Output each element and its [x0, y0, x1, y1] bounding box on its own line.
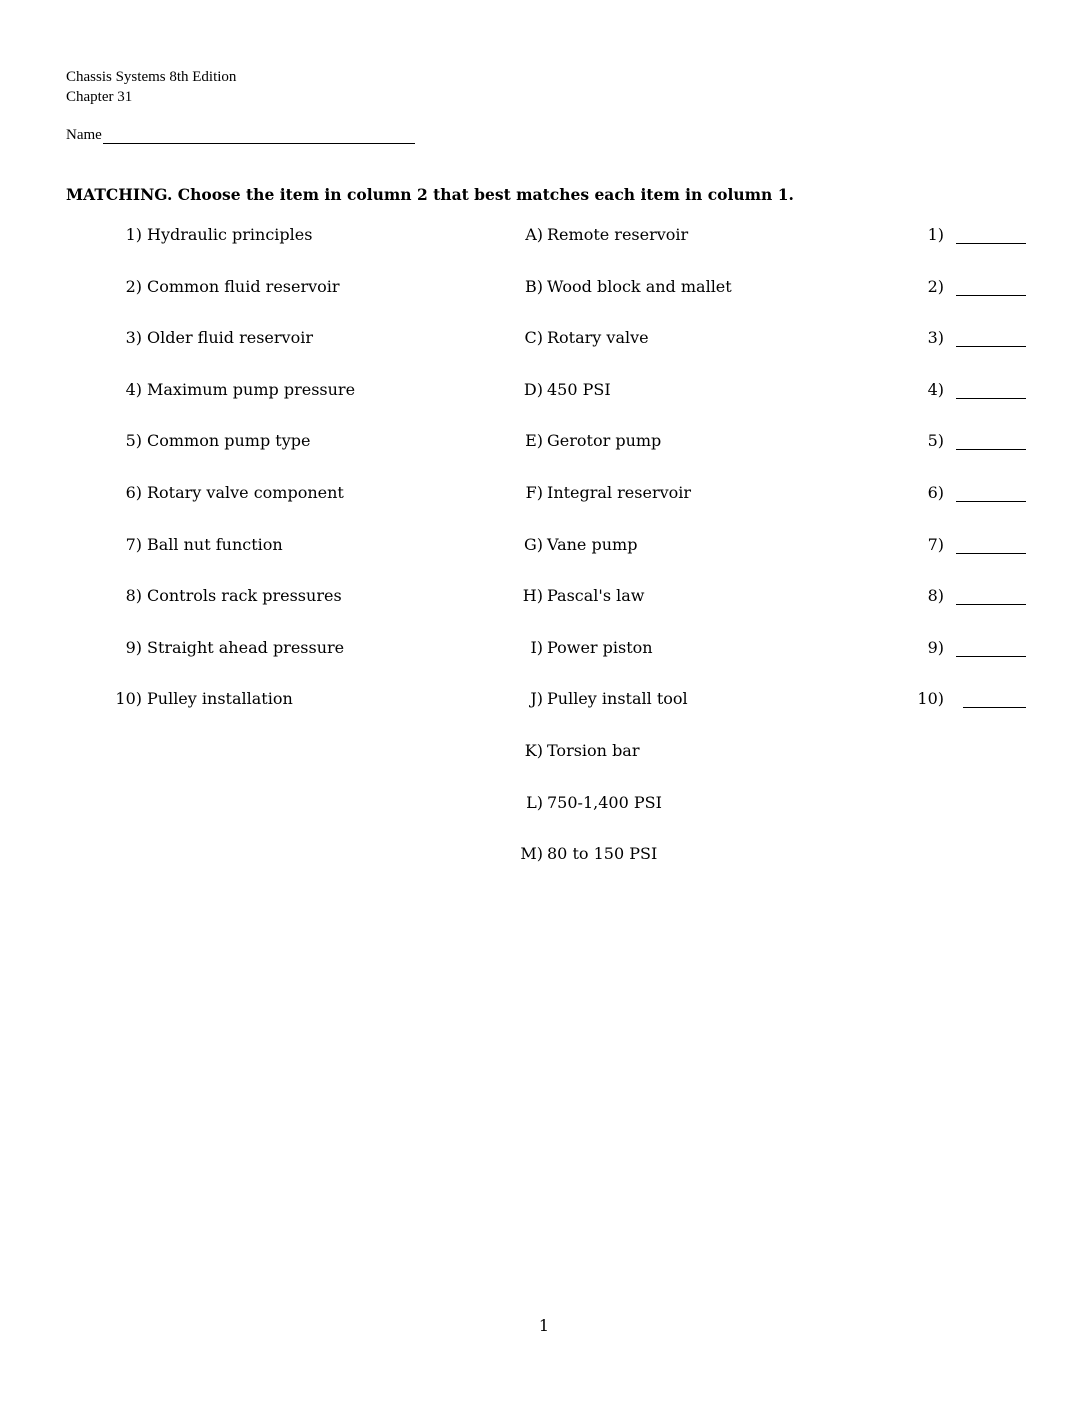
answer-number: 3)	[927, 328, 944, 348]
question-term: Common fluid reservoir	[147, 276, 340, 296]
question-number: 9)	[125, 637, 142, 657]
question-number: 3)	[125, 328, 142, 348]
question-number: 4)	[125, 379, 142, 399]
option-row	[0, 741, 1088, 765]
matching-row	[0, 225, 1088, 249]
option-letter: J)	[530, 689, 543, 709]
name-blank-line[interactable]	[103, 125, 415, 144]
answer-blank[interactable]	[956, 604, 1026, 605]
option-text: Pascal's law	[547, 586, 645, 606]
name-label: Name	[66, 127, 102, 143]
option-text: 750-1,400 PSI	[547, 792, 662, 812]
question-term: Controls rack pressures	[147, 586, 342, 606]
option-letter: H)	[522, 586, 543, 606]
option-text: Rotary valve	[547, 328, 649, 348]
option-letter: D)	[523, 379, 543, 399]
answer-number: 1)	[927, 225, 944, 244]
document-header	[66, 67, 236, 107]
matching-row	[0, 586, 1088, 610]
option-text: Gerotor pump	[547, 431, 662, 451]
answer-number: 6)	[927, 483, 944, 502]
page-number: 1	[538, 1316, 550, 1335]
book-title: Chassis Systems 8th Edition	[66, 69, 237, 85]
matching-row	[0, 328, 1088, 352]
question-number: 5)	[125, 431, 142, 451]
answer-blank[interactable]	[956, 553, 1026, 554]
question-term: Ball nut function	[147, 534, 283, 554]
question-term: Pulley installation	[147, 689, 293, 709]
option-letter: K)	[524, 741, 543, 760]
question-term: Common pump type	[147, 431, 311, 451]
option-letter: E)	[525, 431, 543, 451]
option-text: Vane pump	[547, 534, 638, 554]
question-term: Hydraulic principles	[147, 225, 313, 244]
option-letter: G)	[523, 534, 543, 554]
answer-number: 4)	[927, 379, 944, 399]
answer-number: 8)	[927, 586, 944, 606]
option-letter: C)	[524, 328, 543, 348]
question-term: Older fluid reservoir	[147, 328, 313, 348]
option-letter: F)	[525, 483, 543, 502]
question-number: 6)	[125, 483, 142, 502]
question-number: 2)	[125, 276, 142, 296]
question-term: Maximum pump pressure	[147, 379, 356, 399]
matching-row	[0, 689, 1088, 713]
question-term: Rotary valve component	[147, 483, 344, 502]
answer-number: 10)	[917, 689, 944, 709]
answer-blank[interactable]	[956, 656, 1026, 657]
option-text: Remote reservoir	[547, 225, 689, 244]
question-number: 7)	[125, 534, 142, 554]
option-letter: B)	[525, 276, 543, 296]
answer-blank[interactable]	[963, 707, 1026, 708]
question-number: 10)	[115, 689, 142, 709]
matching-row	[0, 277, 1088, 301]
answer-number: 7)	[927, 534, 944, 554]
question-term: Straight ahead pressure	[147, 637, 345, 657]
matching-row	[0, 638, 1088, 662]
answer-blank[interactable]	[956, 449, 1026, 450]
answer-number: 9)	[927, 637, 944, 657]
matching-row	[0, 431, 1088, 455]
option-text: 450 PSI	[547, 379, 611, 399]
question-number: 1)	[125, 225, 142, 244]
chapter-label: Chapter 31	[66, 89, 133, 105]
option-text: Pulley install tool	[547, 689, 688, 709]
option-letter: M)	[520, 844, 543, 864]
matching-row	[0, 535, 1088, 559]
option-letter: L)	[526, 792, 543, 812]
option-letter: I)	[530, 637, 543, 657]
option-text: Wood block and mallet	[547, 276, 732, 296]
option-text: 80 to 150 PSI	[547, 844, 658, 864]
answer-number: 5)	[927, 431, 944, 451]
name-field	[66, 125, 415, 144]
option-letter: A)	[525, 225, 543, 244]
matching-row	[0, 483, 1088, 507]
question-number: 8)	[125, 586, 142, 606]
answer-blank[interactable]	[956, 501, 1026, 502]
answer-blank[interactable]	[956, 398, 1026, 399]
option-text: Torsion bar	[547, 741, 640, 760]
answer-blank[interactable]	[956, 346, 1026, 347]
answer-blank[interactable]	[956, 243, 1026, 244]
answer-number: 2)	[927, 276, 944, 296]
option-text: Power piston	[547, 637, 653, 657]
option-row	[0, 793, 1088, 817]
matching-instructions: MATCHING. Choose the item in column 2 that best matches each item in column 1.	[66, 185, 794, 204]
answer-blank[interactable]	[956, 295, 1026, 296]
option-text: Integral reservoir	[547, 483, 692, 502]
option-row	[0, 844, 1088, 868]
matching-row	[0, 380, 1088, 404]
